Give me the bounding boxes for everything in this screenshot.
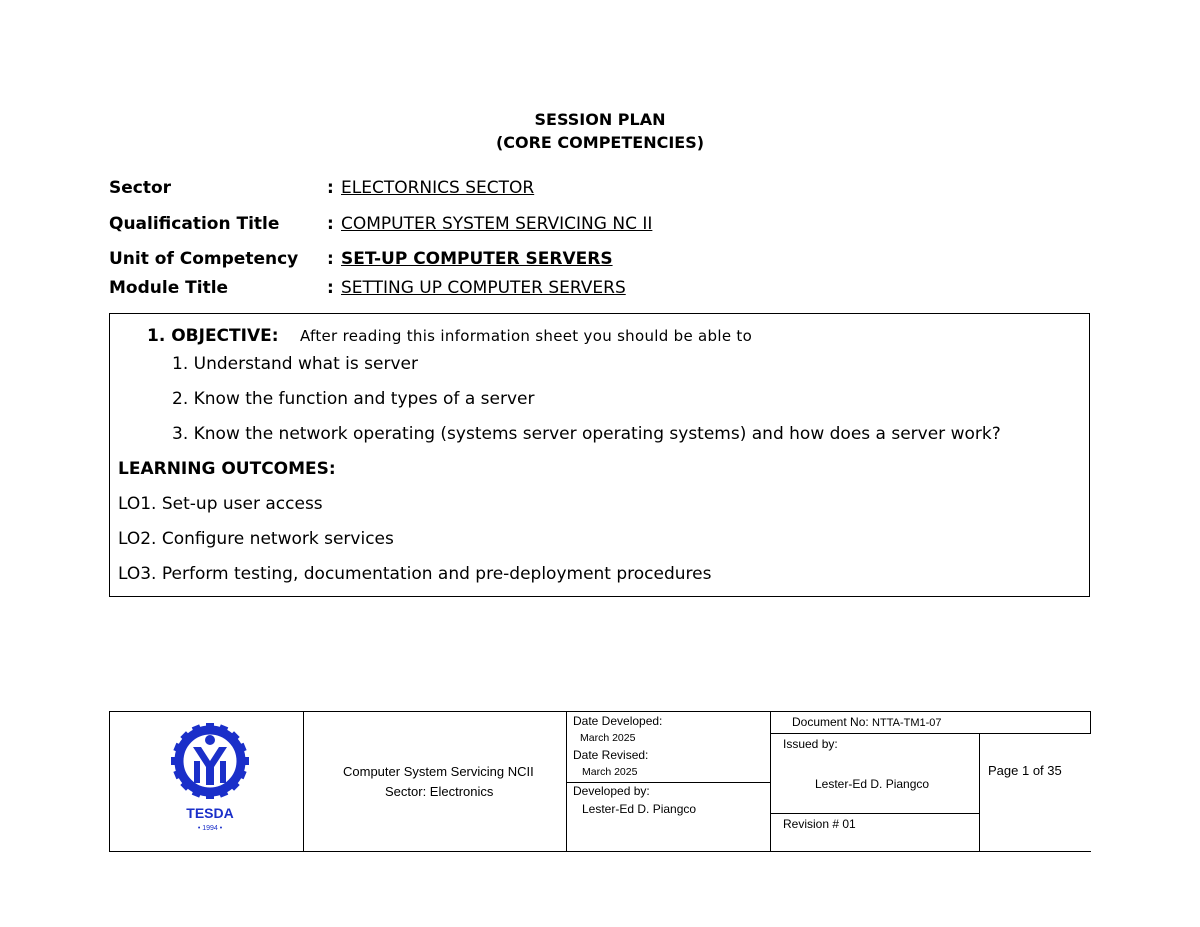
- objective-item: 2. Know the function and types of a server: [172, 389, 535, 409]
- learning-outcome-item: LO1. Set-up user access: [118, 494, 323, 514]
- issued-by-label: Issued by:: [783, 737, 838, 751]
- page-title: SESSION PLAN: [534, 110, 666, 129]
- module-value: SETTING UP COMPUTER SERVERS: [341, 278, 626, 298]
- qualification-value: COMPUTER SYSTEM SERVICING NC II: [341, 214, 653, 234]
- module-label: Module Title: [109, 278, 229, 298]
- developed-by-label: Developed by:: [573, 784, 650, 798]
- date-revised-value: March 2025: [582, 766, 638, 778]
- objective-intro: After reading this information sheet you should be able to: [300, 327, 753, 345]
- document-number: Document No: NTTA-TM1-07: [792, 715, 942, 729]
- objective-heading: 1. OBJECTIVE:: [147, 326, 279, 346]
- qualification-label: Qualification Title: [109, 214, 280, 234]
- sector-label: Sector: [109, 178, 172, 198]
- learning-outcomes-heading: LEARNING OUTCOMES:: [118, 459, 336, 479]
- issued-by-value: Lester-Ed D. Piangco: [815, 777, 930, 791]
- colon: :: [327, 214, 334, 234]
- unit-value: SET-UP COMPUTER SERVERS: [341, 249, 613, 269]
- tesda-logo: [169, 723, 251, 833]
- learning-outcome-item: LO2. Configure network services: [118, 529, 394, 549]
- date-developed-value: March 2025: [580, 732, 636, 744]
- colon: :: [327, 278, 334, 298]
- objective-item: 1. Understand what is server: [172, 354, 418, 374]
- colon: :: [327, 178, 334, 198]
- page-subtitle: (CORE COMPETENCIES): [495, 133, 705, 152]
- course-title: Computer System Servicing NCII: [343, 764, 534, 779]
- sector-value: ELECTORNICS SECTOR: [341, 178, 535, 198]
- learning-outcome-item: LO3. Perform testing, documentation and pre-deployment procedures: [118, 564, 712, 584]
- developed-by-value: Lester-Ed D. Piangco: [582, 802, 697, 816]
- logo-year: • 1994 •: [197, 825, 223, 832]
- logo-text: TESDA: [186, 805, 234, 821]
- objective-item: 3. Know the network operating (systems server operating systems) and how does a server work?: [172, 424, 1001, 444]
- page-number: Page 1 of 35: [988, 763, 1062, 778]
- unit-label: Unit of Competency: [109, 249, 299, 269]
- colon: :: [327, 249, 334, 269]
- footer-table: [109, 711, 1091, 852]
- date-revised-label: Date Revised:: [573, 748, 649, 762]
- revision-number: Revision # 01: [783, 817, 856, 831]
- course-sector: Sector: Electronics: [385, 784, 494, 799]
- objective-box: [109, 313, 1090, 597]
- date-developed-label: Date Developed:: [573, 714, 663, 728]
